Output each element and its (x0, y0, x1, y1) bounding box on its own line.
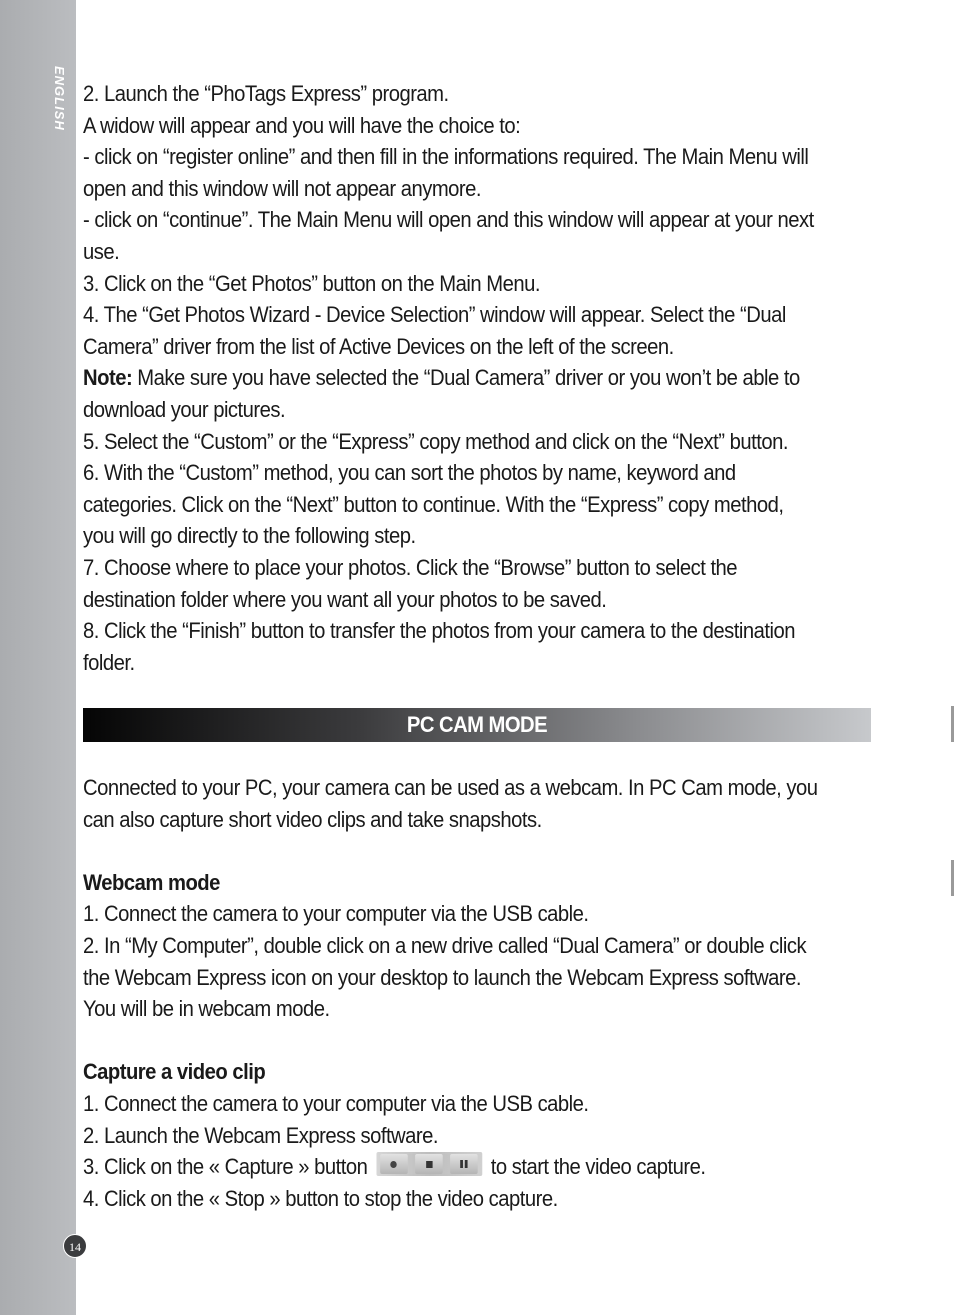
capture-button-strip (376, 1152, 482, 1176)
paragraph: 7. Choose where to place your photos. Click the “Browse” button to select the destination folder where you want all your photos to be saved. (83, 554, 738, 612)
note-label: Note: (83, 365, 133, 391)
section-heading: PC CAM MODE (406, 712, 548, 737)
paragraph: A widow will appear and you will have the choice to: (83, 112, 521, 138)
record-icon (380, 1154, 408, 1174)
step3-text-before: 3. Click on the « Capture » button (83, 1154, 373, 1180)
paragraph: 2. In “My Computer”, double click on a new drive called “Dual Camera” or double click the Webcam Express icon on your desktop to launch the Webcam Express software. You will be in webcam mode. (83, 932, 807, 1022)
paragraph: 2. Launch the Webcam Express software. (83, 1122, 439, 1148)
section-heading-band (83, 708, 871, 742)
pc-cam-section (83, 772, 819, 1214)
language-label: ENGLISH (52, 66, 67, 131)
paragraph: - click on “continue”. The Main Menu will open and this window will appear at your next use. (83, 207, 814, 264)
paragraph: 4. Click on the « Stop » button to stop the video capture. (83, 1185, 558, 1211)
pause-icon (450, 1154, 478, 1174)
paragraph: 1. Connect the camera to your computer via the USB cable. (83, 1090, 589, 1116)
paragraph: 5. Select the “Custom” or the “Express” copy method and click on the “Next” button. (83, 428, 788, 454)
stop-icon (415, 1154, 443, 1174)
note-text: Make sure you have selected the “Dual Camera” driver or you won’t be able to download your pictures. (83, 365, 800, 422)
capture-heading: Capture a video clip (83, 1059, 266, 1085)
paragraph: 8. Click the “Finish” button to transfer the photos from your camera to the destination folder. (83, 618, 795, 675)
paragraph: 4. The “Get Photos Wizard - Device Selection” window will appear. Select the “Dual Camera” driver from the list of Active Devices on the left of the screen. (83, 302, 786, 359)
paragraph: 6. With the “Custom” method, you can sort the photos by name, keyword and categories. Click on the “Next” button to continue. With the “Express” copy method, you will go directly to the following step. (83, 460, 784, 549)
instructions-section (83, 78, 819, 678)
webcam-heading: Webcam mode (83, 869, 220, 895)
paragraph: 2. Launch the “PhoTags Express” program. (83, 81, 449, 106)
language-tab (50, 66, 74, 146)
paragraph: - click on “register online” and then fill in the informations required. The Main Menu will open and this window will not appear anymore. (83, 144, 809, 201)
note-paragraph (83, 362, 819, 425)
page-number: 14 (63, 1234, 87, 1258)
paragraph: 1. Connect the camera to your computer via the USB cable. (83, 901, 589, 927)
step3-text-after: to start the video capture. (485, 1154, 706, 1180)
capture-step-3 (83, 1151, 819, 1183)
left-sidebar (0, 0, 81, 1315)
paragraph: 3. Click on the “Get Photos” button on the Main Menu. (83, 270, 540, 296)
intro-paragraph: Connected to your PC, your camera can be used as a webcam. In PC Cam mode, you can also capture short video clips and take snapshots. (83, 775, 818, 832)
